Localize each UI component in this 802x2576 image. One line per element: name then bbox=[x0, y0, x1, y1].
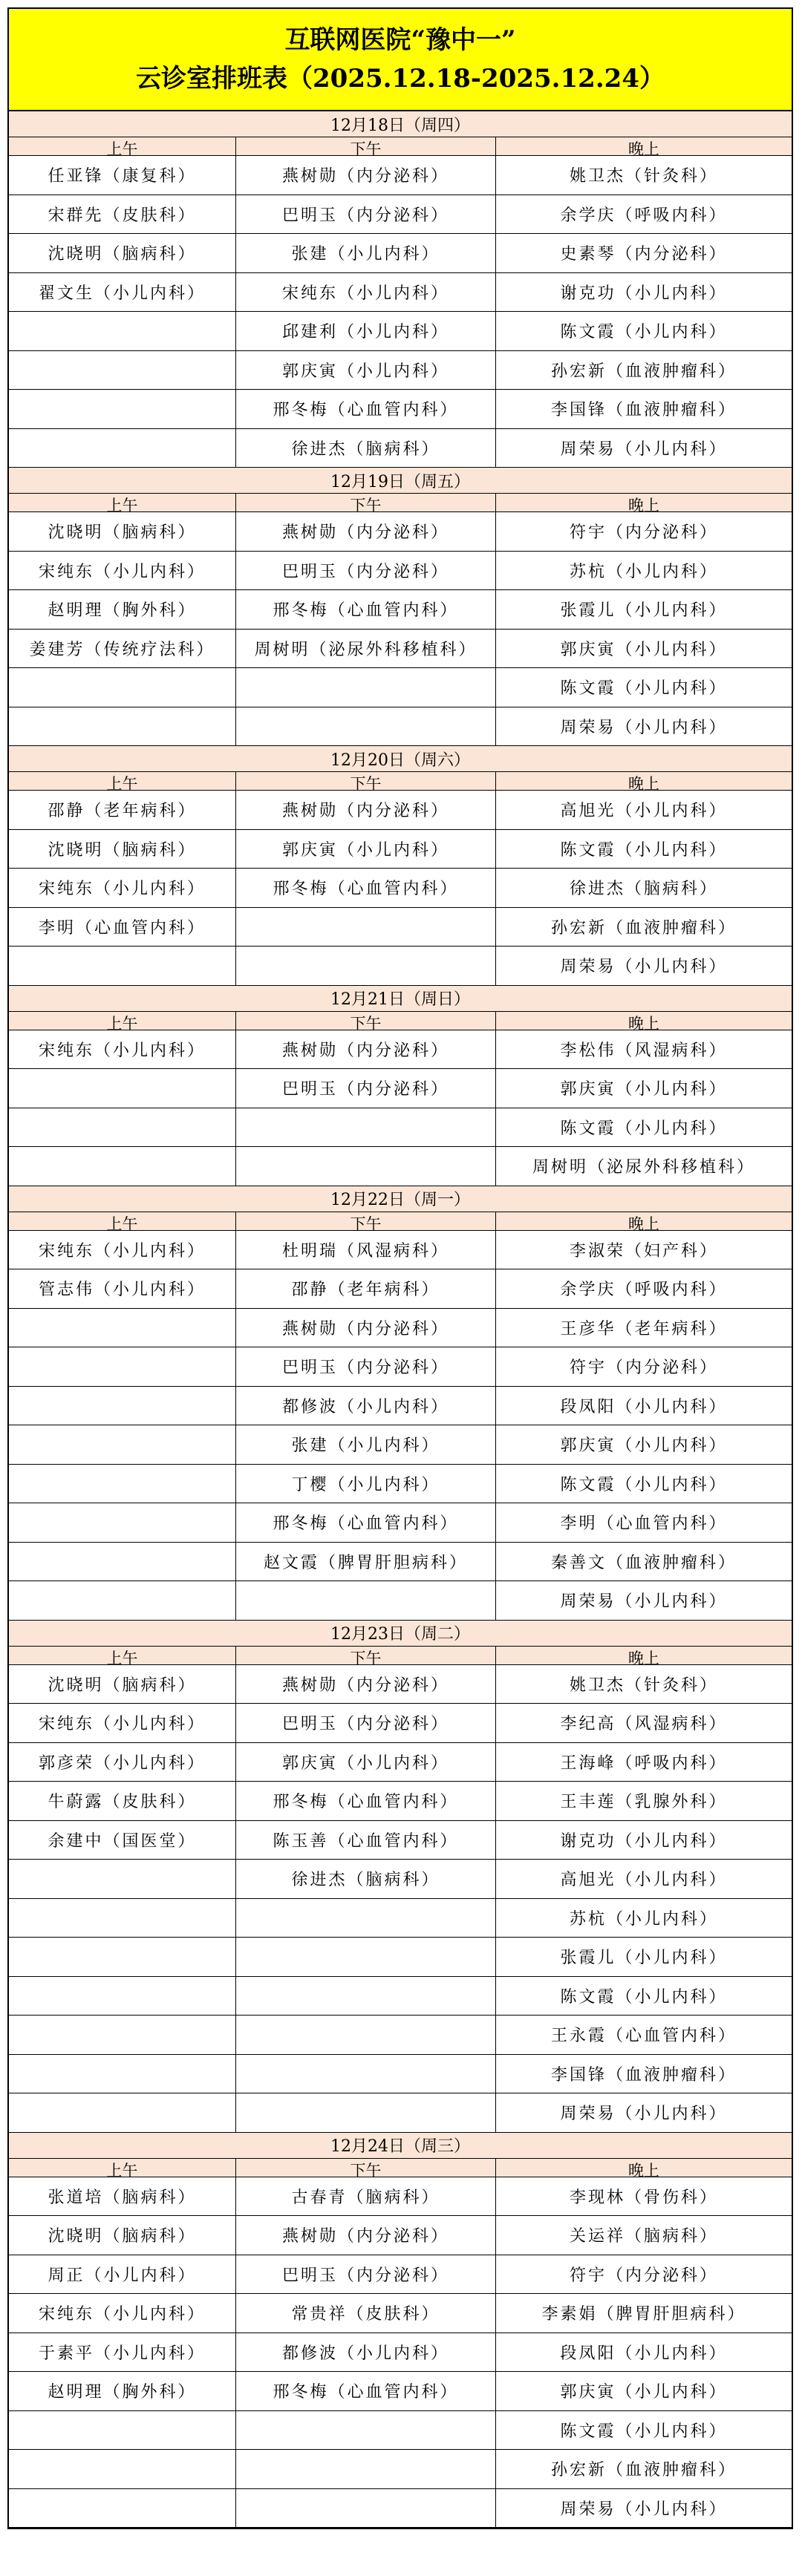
afternoon-doctor-cell: 巴明玉（内分泌科） bbox=[236, 195, 496, 234]
schedule-row bbox=[9, 512, 792, 552]
evening-doctor-cell: 陈文霞（小儿内科） bbox=[560, 1475, 728, 1494]
afternoon-doctor-cell: 燕树勋（内分泌科） bbox=[236, 156, 496, 194]
afternoon-doctor-cell: 燕树勋（内分泌科） bbox=[236, 512, 496, 551]
day-header: 12月21日（周日） bbox=[9, 986, 792, 1012]
afternoon-doctor-cell: 邢冬梅（心血管内科） bbox=[236, 1782, 496, 1820]
day-sections bbox=[9, 111, 792, 2528]
morning-doctor-cell: 李明（心血管内科） bbox=[9, 908, 236, 947]
afternoon-doctor-cell: 张建（小儿内科） bbox=[236, 234, 496, 272]
morning-doctor-cell: 任亚锋（康复科） bbox=[9, 156, 236, 194]
morning-doctor-cell bbox=[9, 1347, 236, 1386]
morning-doctor-cell bbox=[9, 1977, 236, 2016]
evening-doctor-cell: 郭庆寅（小儿内科） bbox=[560, 2383, 728, 2402]
schedule-row bbox=[9, 707, 792, 747]
schedule-row bbox=[9, 1704, 792, 1743]
schedule-row bbox=[9, 2450, 792, 2489]
schedule-row bbox=[9, 1309, 792, 1348]
schedule-row bbox=[9, 1108, 792, 1148]
evening-doctor-cell: 高旭光（小儿内科） bbox=[560, 1871, 728, 1890]
period-label-afternoon: 下午 bbox=[236, 1212, 496, 1235]
morning-doctor-cell bbox=[9, 1581, 236, 1620]
morning-doctor-cell: 赵明理（胸外科） bbox=[9, 2372, 236, 2410]
morning-doctor-cell: 赵明理（胸外科） bbox=[9, 590, 236, 629]
morning-doctor-cell bbox=[9, 351, 236, 390]
afternoon-doctor-cell: 燕树勋（内分泌科） bbox=[236, 1665, 496, 1704]
schedule-row bbox=[9, 1860, 792, 1899]
period-label-morning: 上午 bbox=[9, 1212, 236, 1235]
evening-doctor-cell: 周荣易（小儿内科） bbox=[560, 718, 728, 737]
morning-doctor-cell: 宋纯东（小儿内科） bbox=[9, 1704, 236, 1742]
morning-doctor-cell: 余建中（国医堂） bbox=[9, 1821, 236, 1860]
afternoon-doctor-cell: 燕树勋（内分泌科） bbox=[236, 2216, 496, 2255]
schedule-row bbox=[9, 1543, 792, 1582]
schedule-row bbox=[9, 668, 792, 707]
afternoon-doctor-cell bbox=[236, 2055, 496, 2093]
evening-doctor-cell: 王丰莲（乳腺外科） bbox=[560, 1793, 728, 1812]
evening-doctor-cell: 周树明（泌尿外科移植科） bbox=[532, 1158, 755, 1177]
morning-doctor-cell: 宋纯东（小儿内科） bbox=[9, 552, 236, 590]
evening-doctor-cell: 周荣易（小儿内科） bbox=[560, 1592, 728, 1612]
schedule-row bbox=[9, 195, 792, 235]
schedule-row bbox=[9, 429, 792, 468]
morning-doctor-cell: 沈晓明（脑病科） bbox=[9, 234, 236, 272]
morning-doctor-cell: 宋纯东（小儿内科） bbox=[9, 1231, 236, 1269]
evening-doctor-cell: 郭庆寅（小儿内科） bbox=[560, 1436, 728, 1456]
evening-doctor-cell: 姚卫杰（针灸科） bbox=[569, 1676, 718, 1695]
period-label-evening: 晚上 bbox=[628, 775, 659, 793]
afternoon-doctor-cell bbox=[236, 2411, 496, 2450]
schedule-row bbox=[9, 2016, 792, 2055]
morning-doctor-cell bbox=[9, 1309, 236, 1347]
morning-doctor-cell bbox=[9, 1899, 236, 1938]
afternoon-doctor-cell: 巴明玉（内分泌科） bbox=[236, 552, 496, 590]
afternoon-doctor-cell: 燕树勋（内分泌科） bbox=[236, 1309, 496, 1347]
schedule-row bbox=[9, 1977, 792, 2016]
afternoon-doctor-cell bbox=[236, 1977, 496, 2016]
evening-doctor-cell: 孙宏新（血液肿瘤科） bbox=[550, 918, 737, 938]
afternoon-doctor-cell: 常贵祥（皮肤科） bbox=[236, 2294, 496, 2333]
schedule-row bbox=[9, 234, 792, 273]
evening-doctor-cell: 李纪高（风湿病科） bbox=[560, 1715, 728, 1734]
afternoon-doctor-cell: 宋纯东（小儿内科） bbox=[236, 273, 496, 312]
morning-doctor-cell: 管志伟（小儿内科） bbox=[9, 1269, 236, 1308]
evening-doctor-cell: 孙宏新（血液肿瘤科） bbox=[550, 2461, 737, 2480]
period-label-afternoon: 下午 bbox=[236, 137, 496, 160]
morning-doctor-cell: 郭彦荣（小儿内科） bbox=[9, 1743, 236, 1782]
title-line-2: 云诊室排班表（2025.12.18-2025.12.24） bbox=[136, 64, 665, 94]
afternoon-doctor-cell: 杜明瑞（风湿病科） bbox=[236, 1231, 496, 1269]
afternoon-doctor-cell bbox=[236, 908, 496, 947]
schedule-row bbox=[9, 1069, 792, 1108]
afternoon-doctor-cell: 古春青（脑病科） bbox=[236, 2177, 496, 2216]
schedule-row bbox=[9, 1581, 792, 1621]
schedule-row bbox=[9, 351, 792, 390]
period-label-evening: 晚上 bbox=[628, 1215, 659, 1233]
afternoon-doctor-cell bbox=[236, 668, 496, 707]
schedule-row bbox=[9, 1387, 792, 1426]
period-label-afternoon: 下午 bbox=[236, 1012, 496, 1034]
morning-doctor-cell bbox=[9, 2055, 236, 2093]
morning-doctor-cell bbox=[9, 1069, 236, 1108]
evening-doctor-cell: 张霞儿（小儿内科） bbox=[560, 1949, 728, 1968]
title-line-1: 互联网医院“豫中一” bbox=[284, 25, 516, 55]
evening-doctor-cell: 王海峰（呼吸内科） bbox=[560, 1753, 728, 1773]
afternoon-doctor-cell bbox=[236, 1581, 496, 1620]
morning-doctor-cell bbox=[9, 1425, 236, 1464]
morning-doctor-cell: 沈晓明（脑病科） bbox=[9, 2216, 236, 2255]
evening-doctor-cell: 李国锋（血液肿瘤科） bbox=[550, 401, 737, 420]
schedule-row bbox=[9, 630, 792, 669]
schedule-row bbox=[9, 552, 792, 591]
afternoon-doctor-cell: 巴明玉（内分泌科） bbox=[236, 1347, 496, 1386]
afternoon-doctor-cell: 丁樱（小儿内科） bbox=[236, 1465, 496, 1503]
afternoon-doctor-cell bbox=[236, 2093, 496, 2132]
period-label-afternoon: 下午 bbox=[236, 1647, 496, 1669]
morning-doctor-cell bbox=[9, 1465, 236, 1503]
schedule-row bbox=[9, 791, 792, 830]
afternoon-doctor-cell: 赵文霞（脾胃肝胆病科） bbox=[236, 1543, 496, 1581]
period-label-evening: 晚上 bbox=[628, 140, 659, 158]
morning-doctor-cell: 邵静（老年病科） bbox=[9, 791, 236, 829]
afternoon-doctor-cell bbox=[236, 1899, 496, 1938]
schedule-row bbox=[9, 908, 792, 947]
evening-doctor-cell: 史素琴（内分泌科） bbox=[560, 245, 728, 264]
schedule-row bbox=[9, 1425, 792, 1465]
morning-doctor-cell bbox=[9, 390, 236, 428]
morning-doctor-cell bbox=[9, 1503, 236, 1542]
evening-doctor-cell: 徐进杰（脑病科） bbox=[569, 880, 718, 899]
schedule-row bbox=[9, 1899, 792, 1938]
afternoon-doctor-cell: 邵静（老年病科） bbox=[236, 1269, 496, 1308]
period-label-morning: 上午 bbox=[9, 2159, 236, 2181]
period-label-afternoon: 下午 bbox=[236, 494, 496, 516]
schedule-row bbox=[9, 273, 792, 313]
evening-doctor-cell: 秦善文（血液肿瘤科） bbox=[550, 1553, 737, 1572]
morning-doctor-cell: 宋纯东（小儿内科） bbox=[9, 1030, 236, 1069]
morning-doctor-cell bbox=[9, 2450, 236, 2488]
schedule-title bbox=[9, 9, 792, 111]
morning-doctor-cell bbox=[9, 2016, 236, 2054]
morning-doctor-cell: 姜建芳（传统疗法科） bbox=[9, 630, 236, 668]
period-header-row bbox=[9, 2159, 792, 2180]
period-header-row bbox=[9, 137, 792, 156]
period-label-morning: 上午 bbox=[9, 772, 236, 794]
afternoon-doctor-cell: 郭庆寅（小儿内科） bbox=[236, 830, 496, 869]
schedule-row bbox=[9, 869, 792, 908]
afternoon-doctor-cell: 周树明（泌尿外科移植科） bbox=[236, 630, 496, 668]
morning-doctor-cell bbox=[9, 1938, 236, 1976]
morning-doctor-cell: 宋群先（皮肤科） bbox=[9, 195, 236, 234]
morning-doctor-cell: 张道培（脑病科） bbox=[9, 2177, 236, 2216]
schedule-row bbox=[9, 1743, 792, 1782]
morning-doctor-cell: 牛蔚露（皮肤科） bbox=[9, 1782, 236, 1820]
evening-doctor-cell: 苏杭（小儿内科） bbox=[569, 1909, 718, 1929]
day-header: 12月23日（周二） bbox=[9, 1621, 792, 1647]
afternoon-doctor-cell: 燕树勋（内分泌科） bbox=[236, 1030, 496, 1069]
period-label-evening: 晚上 bbox=[628, 1014, 659, 1033]
period-label-evening: 晚上 bbox=[628, 1649, 659, 1667]
period-header-row bbox=[9, 1212, 792, 1231]
schedule-row bbox=[9, 2055, 792, 2094]
afternoon-doctor-cell bbox=[236, 1147, 496, 1186]
afternoon-doctor-cell: 徐进杰（脑病科） bbox=[236, 1860, 496, 1898]
schedule-row bbox=[9, 2294, 792, 2333]
schedule-row bbox=[9, 1665, 792, 1704]
afternoon-doctor-cell bbox=[236, 2489, 496, 2528]
afternoon-doctor-cell: 都修波（小儿内科） bbox=[236, 1387, 496, 1425]
evening-doctor-cell: 周荣易（小儿内科） bbox=[560, 2500, 728, 2519]
evening-doctor-cell: 符宇（内分泌科） bbox=[569, 523, 718, 543]
schedule-row bbox=[9, 1782, 792, 1821]
schedule-row bbox=[9, 830, 792, 869]
afternoon-doctor-cell: 郭庆寅（小儿内科） bbox=[236, 1743, 496, 1782]
evening-doctor-cell: 周荣易（小儿内科） bbox=[560, 958, 728, 977]
afternoon-doctor-cell: 燕树勋（内分泌科） bbox=[236, 791, 496, 829]
schedule-row bbox=[9, 2093, 792, 2133]
afternoon-doctor-cell bbox=[236, 2450, 496, 2488]
period-header-row bbox=[9, 1647, 792, 1665]
afternoon-doctor-cell: 邢冬梅（心血管内科） bbox=[236, 590, 496, 629]
schedule-row bbox=[9, 2411, 792, 2451]
evening-doctor-cell: 段凤阳（小儿内科） bbox=[560, 1397, 728, 1416]
afternoon-doctor-cell: 邱建利（小儿内科） bbox=[236, 312, 496, 350]
afternoon-doctor-cell: 邢冬梅（心血管内科） bbox=[236, 869, 496, 907]
evening-doctor-cell: 李淑荣（妇产科） bbox=[569, 1241, 718, 1261]
evening-doctor-cell: 郭庆寅（小儿内科） bbox=[560, 1080, 728, 1099]
evening-doctor-cell: 余学庆（呼吸内科） bbox=[560, 206, 728, 225]
morning-doctor-cell: 沈晓明（脑病科） bbox=[9, 830, 236, 869]
evening-doctor-cell: 段凤阳（小儿内科） bbox=[560, 2344, 728, 2363]
evening-doctor-cell: 符宇（内分泌科） bbox=[569, 1359, 718, 1378]
period-header-row bbox=[9, 772, 792, 791]
morning-doctor-cell bbox=[9, 1860, 236, 1898]
schedule-row bbox=[9, 156, 792, 195]
schedule-table bbox=[7, 7, 793, 2529]
day-header: 12月20日（周六） bbox=[9, 746, 792, 772]
evening-doctor-cell: 陈文霞（小儿内科） bbox=[560, 1119, 728, 1138]
afternoon-doctor-cell: 巴明玉（内分泌科） bbox=[236, 1069, 496, 1108]
morning-doctor-cell: 宋纯东（小儿内科） bbox=[9, 2294, 236, 2333]
schedule-row bbox=[9, 1503, 792, 1543]
morning-doctor-cell bbox=[9, 2411, 236, 2450]
morning-doctor-cell bbox=[9, 668, 236, 707]
afternoon-doctor-cell: 邢冬梅（心血管内科） bbox=[236, 2372, 496, 2410]
evening-doctor-cell: 陈文霞（小儿内科） bbox=[560, 1987, 728, 2007]
afternoon-doctor-cell: 巴明玉（内分泌科） bbox=[236, 2255, 496, 2294]
schedule-row bbox=[9, 390, 792, 429]
evening-doctor-cell: 关运祥（脑病科） bbox=[569, 2227, 718, 2246]
schedule-row bbox=[9, 1821, 792, 1860]
afternoon-doctor-cell: 巴明玉（内分泌科） bbox=[236, 1704, 496, 1742]
afternoon-doctor-cell bbox=[236, 1108, 496, 1147]
afternoon-doctor-cell: 邢冬梅（心血管内科） bbox=[236, 1503, 496, 1542]
evening-doctor-cell: 周荣易（小儿内科） bbox=[560, 439, 728, 459]
schedule-row bbox=[9, 1347, 792, 1387]
evening-doctor-cell: 谢克功（小儿内科） bbox=[560, 284, 728, 303]
morning-doctor-cell bbox=[9, 1147, 236, 1186]
morning-doctor-cell bbox=[9, 312, 236, 350]
evening-doctor-cell: 陈文霞（小儿内科） bbox=[560, 323, 728, 342]
schedule-row bbox=[9, 1147, 792, 1186]
schedule-row bbox=[9, 1030, 792, 1070]
evening-doctor-cell: 姚卫杰（针灸科） bbox=[569, 167, 718, 186]
period-header-row bbox=[9, 1012, 792, 1033]
evening-doctor-cell: 李素娟（脾胃肝胆病科） bbox=[541, 2305, 746, 2324]
period-label-morning: 上午 bbox=[9, 494, 236, 516]
morning-doctor-cell bbox=[9, 1387, 236, 1425]
evening-doctor-cell: 苏杭（小儿内科） bbox=[569, 562, 718, 581]
schedule-row bbox=[9, 2177, 792, 2217]
evening-doctor-cell: 张霞儿（小儿内科） bbox=[560, 601, 728, 621]
schedule-row bbox=[9, 590, 792, 630]
evening-doctor-cell: 余学庆（呼吸内科） bbox=[560, 1281, 728, 1300]
schedule-row bbox=[9, 947, 792, 986]
morning-doctor-cell: 宋纯东（小儿内科） bbox=[9, 869, 236, 907]
morning-doctor-cell: 周正（小儿内科） bbox=[9, 2255, 236, 2294]
evening-doctor-cell: 李现林（骨伤科） bbox=[569, 2188, 718, 2207]
schedule-row bbox=[9, 1938, 792, 1977]
evening-doctor-cell: 李国锋（血液肿瘤科） bbox=[550, 2065, 737, 2085]
morning-doctor-cell: 于素平（小儿内科） bbox=[9, 2333, 236, 2372]
afternoon-doctor-cell: 徐进杰（脑病科） bbox=[236, 429, 496, 468]
morning-doctor-cell bbox=[9, 707, 236, 746]
afternoon-doctor-cell: 陈玉善（心血管内科） bbox=[236, 1821, 496, 1860]
afternoon-doctor-cell bbox=[236, 1938, 496, 1976]
evening-doctor-cell: 陈文霞（小儿内科） bbox=[560, 840, 728, 860]
schedule-row bbox=[9, 2333, 792, 2373]
evening-doctor-cell: 周荣易（小儿内科） bbox=[560, 2105, 728, 2124]
afternoon-doctor-cell: 张建（小儿内科） bbox=[236, 1425, 496, 1464]
day-header: 12月18日（周四） bbox=[9, 111, 792, 137]
schedule-row bbox=[9, 2216, 792, 2255]
schedule-row bbox=[9, 2372, 792, 2411]
morning-doctor-cell bbox=[9, 947, 236, 985]
morning-doctor-cell bbox=[9, 2093, 236, 2132]
evening-doctor-cell: 王彦华（老年病科） bbox=[560, 1319, 728, 1338]
evening-doctor-cell: 李明（心血管内科） bbox=[560, 1514, 728, 1534]
afternoon-doctor-cell: 郭庆寅（小儿内科） bbox=[236, 351, 496, 390]
schedule-row bbox=[9, 1465, 792, 1504]
afternoon-doctor-cell: 都修波（小儿内科） bbox=[236, 2333, 496, 2372]
morning-doctor-cell: 翟文生（小儿内科） bbox=[9, 273, 236, 312]
evening-doctor-cell: 陈文霞（小儿内科） bbox=[560, 679, 728, 699]
schedule-row bbox=[9, 1269, 792, 1309]
morning-doctor-cell bbox=[9, 1543, 236, 1581]
schedule-row bbox=[9, 312, 792, 351]
day-header: 12月24日（周三） bbox=[9, 2133, 792, 2159]
day-header: 12月22日（周一） bbox=[9, 1186, 792, 1212]
evening-doctor-cell: 李松伟（风湿病科） bbox=[560, 1041, 728, 1060]
period-label-morning: 上午 bbox=[9, 1012, 236, 1034]
period-label-morning: 上午 bbox=[9, 137, 236, 160]
evening-doctor-cell: 孙宏新（血液肿瘤科） bbox=[550, 362, 737, 381]
period-label-evening: 晚上 bbox=[628, 497, 659, 514]
evening-doctor-cell: 王永霞（心血管内科） bbox=[550, 2027, 737, 2046]
evening-doctor-cell: 陈文霞（小儿内科） bbox=[560, 2422, 728, 2441]
evening-doctor-cell: 谢克功（小儿内科） bbox=[560, 1831, 728, 1851]
evening-doctor-cell: 高旭光（小儿内科） bbox=[560, 802, 728, 821]
morning-doctor-cell: 沈晓明（脑病科） bbox=[9, 1665, 236, 1704]
morning-doctor-cell: 沈晓明（脑病科） bbox=[9, 512, 236, 551]
period-header-row bbox=[9, 494, 792, 512]
afternoon-doctor-cell bbox=[236, 707, 496, 746]
afternoon-doctor-cell bbox=[236, 947, 496, 985]
schedule-row bbox=[9, 2489, 792, 2528]
evening-doctor-cell: 符宇（内分泌科） bbox=[569, 2266, 718, 2285]
afternoon-doctor-cell bbox=[236, 2016, 496, 2054]
morning-doctor-cell bbox=[9, 429, 236, 468]
period-label-afternoon: 下午 bbox=[236, 772, 496, 794]
morning-doctor-cell bbox=[9, 1108, 236, 1147]
day-header: 12月19日（周五） bbox=[9, 468, 792, 494]
evening-doctor-cell: 郭庆寅（小儿内科） bbox=[560, 640, 728, 659]
period-label-morning: 上午 bbox=[9, 1647, 236, 1669]
schedule-row bbox=[9, 2255, 792, 2295]
morning-doctor-cell bbox=[9, 2489, 236, 2528]
period-label-evening: 晚上 bbox=[628, 2161, 659, 2180]
schedule-row bbox=[9, 1231, 792, 1270]
period-label-afternoon: 下午 bbox=[236, 2159, 496, 2181]
afternoon-doctor-cell: 邢冬梅（心血管内科） bbox=[236, 390, 496, 428]
